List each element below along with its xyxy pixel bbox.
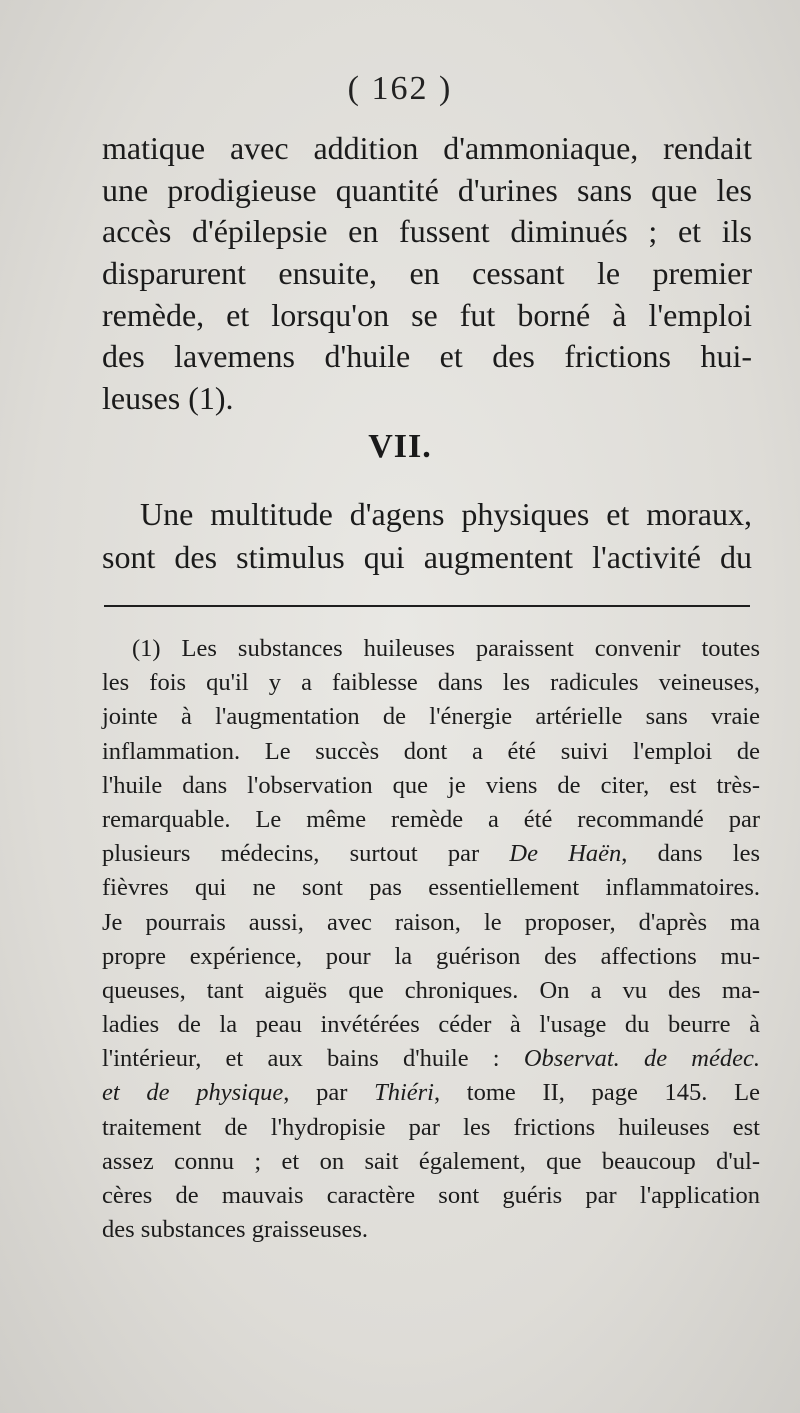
main-paragraph	[102, 128, 752, 420]
footnote-line: queuses, tant aiguës que chroniques. On a vu des ma-	[102, 976, 760, 1004]
section-paragraph	[102, 493, 752, 579]
footnote-line: remarquable. Le même remède a été recommandé par	[102, 805, 760, 833]
text-line: remède, et lorsqu'on se fut borné à l'emploi	[102, 296, 752, 333]
author-name: De Haën	[509, 840, 622, 868]
footnote-line: l'huile dans l'observation que je viens de citer, est très-	[102, 771, 760, 799]
footnote-line: inflammation. Le succès dont a été suivi l'emploi de	[102, 737, 760, 765]
footnote-line	[102, 1042, 760, 1076]
footnote-line	[102, 837, 760, 871]
footnote-line: traitement de l'hydropisie par les frictions huileuses est	[102, 1113, 760, 1141]
footnote-divider	[104, 605, 750, 607]
text-line: matique avec addition d'ammoniaque, rendait	[102, 130, 752, 166]
author-name: Thiéri	[374, 1079, 434, 1107]
text-line: sont des stimulus qui augmentent l'activité du	[102, 539, 752, 575]
page-number: ( 162 )	[347, 70, 453, 107]
footnote-text: l'intérieur, et aux bains d'huile :	[102, 1045, 524, 1073]
footnote-line: propre expérience, pour la guérison des affections mu-	[102, 942, 760, 970]
text-line: disparurent ensuite, en cessant le premier	[102, 255, 752, 292]
citation-title: Observat. de médec.	[523, 1045, 760, 1073]
text-line: des lavemens d'huile et des frictions hui-	[102, 338, 752, 375]
footnote-line: Je pourrais aussi, avec raison, le proposer, d'après ma	[102, 908, 760, 936]
footnote-line: des substances graisseuses.	[102, 1216, 369, 1244]
footnote-line: fièvres qui ne sont pas essentiellement inflammatoires.	[102, 874, 760, 902]
footnote-line: jointe à l'augmentation de l'énergie artérielle sans vraie	[102, 703, 760, 731]
footnote-line: cères de mauvais caractère sont guéris par l'application	[102, 1182, 760, 1209]
footnote-line: (1) Les substances huileuses paraissent convenir toutes	[132, 635, 760, 662]
text-line: leuses (1).	[102, 380, 234, 417]
footnote-text: plusieurs médecins, surtout par	[102, 840, 510, 868]
footnote-line: assez connu ; et on sait également, que beaucoup d'ul-	[102, 1147, 760, 1175]
text-line: une prodigieuse quantité d'urines sans que les	[102, 171, 752, 208]
footnote-text: , dans les	[621, 840, 761, 868]
text-line: accès d'épilepsie en fussent diminués ; et ils	[102, 213, 752, 250]
footnote-line: ladies de la peau invétérées céder à l'usage du beurre à	[102, 1011, 760, 1039]
footnote	[102, 632, 760, 1247]
footnote-line: les fois qu'il y a faiblesse dans les radicules veineuses,	[102, 669, 760, 697]
text-line: Une multitude d'agens physiques et moraux,	[140, 496, 752, 532]
section-heading: VII.	[368, 428, 432, 465]
footnote-text: , par	[283, 1079, 375, 1107]
footnote-line	[102, 1076, 760, 1110]
footnote-text: , tome II, page 145. Le	[433, 1079, 760, 1107]
citation-title: et de physique	[102, 1079, 284, 1107]
